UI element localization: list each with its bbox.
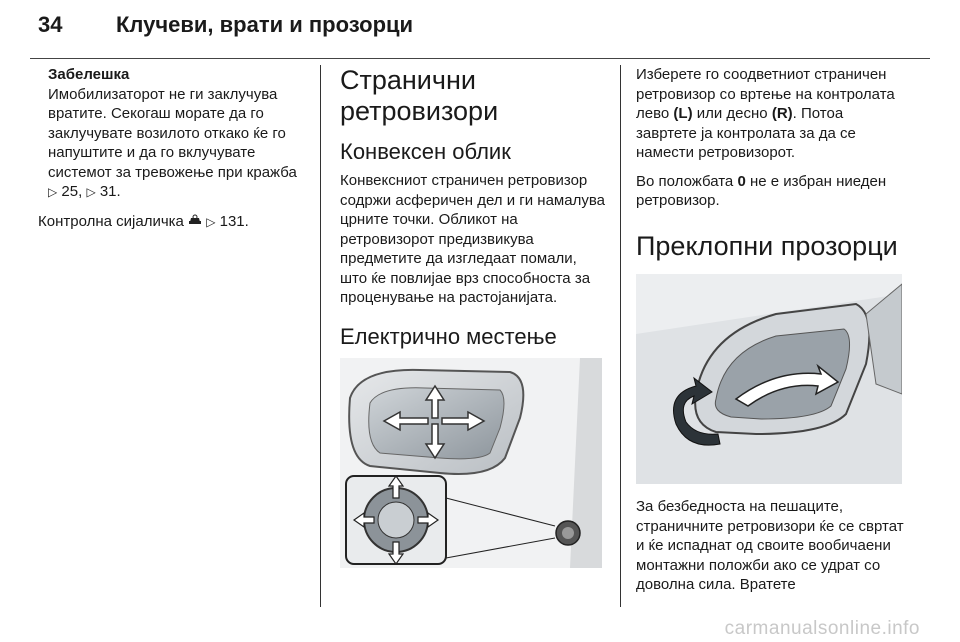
section-heading-mirrors: Странични ретровизори [340,65,499,126]
watermark: carmanualsonline.info [724,618,920,639]
subheading-convex: Конвексен облик [340,139,511,164]
left-label: (L) [673,105,693,122]
folding-mirror-figure [636,274,906,490]
page-title: Клучеви, врати и прозорци [116,12,414,37]
column-1 [38,65,310,232]
para1-part-b: или десно [696,105,768,122]
page-number: 34 [38,12,63,37]
ref-arrow-icon: ▷ [86,185,96,199]
electric-mirror-figure [340,358,606,574]
page-header [38,12,413,42]
note-ref-2: 31. [99,183,121,200]
column-divider-1 [320,65,321,607]
note-body-text: Имобилизаторот не ги заклучува вратите. Секогаш морате да го заклучувате возилото откако ќе го напуштите и да го вклучувате системот за тревожење при кражба [48,85,297,181]
control-light-ref: 131. [219,212,249,230]
header-rule [30,58,930,59]
column-3 [636,65,906,595]
right-label: (R) [771,105,793,122]
immobilizer-car-icon [188,213,206,230]
pedestrian-safety-text: За безбедноста на пешаците, страничните ретровизори ќе се свртат и ќе испаднат од своите вообичаени монтажни положби ако се удрат со доволна сила. Вратете [636,498,904,593]
para2-part-b: не е избран ниеден ретровизор. [636,172,887,209]
control-light-line [38,212,310,233]
subheading-electric: Електрично местење [340,323,557,349]
position-zero-text [636,172,906,211]
convex-text: Конвексниот страничен ретровизор содржи асферичен дел и ги намалува црните точки. Обликот на ретровизорот предизвикува предметите да изгледаат помали, што ќе повлијае врз способноста за проценување на растојанијата. [340,172,605,306]
column-2 [340,65,606,573]
note-body [48,85,310,203]
note-title: Забелешка [48,66,130,83]
column-divider-2 [620,65,621,607]
control-light-text: Контролна сијаличка [38,212,184,230]
ref-arrow-icon: ▷ [48,185,58,199]
section-heading-folding: Преклопни прозорци [636,230,898,261]
para2-part-a: Во положбата [636,172,734,190]
mirror-select-text [636,65,906,163]
para1-part-a: Изберете го соодветниот страничен ретровизор со вртење на контролата лево [636,66,895,122]
zero-label: 0 [737,172,746,190]
ref-arrow-icon: ▷ [206,214,216,229]
para1-part-c: . Потоа завртете ја контролата за да се намести ретровизорот. [636,105,856,161]
note-ref-1: 25, [61,183,83,200]
